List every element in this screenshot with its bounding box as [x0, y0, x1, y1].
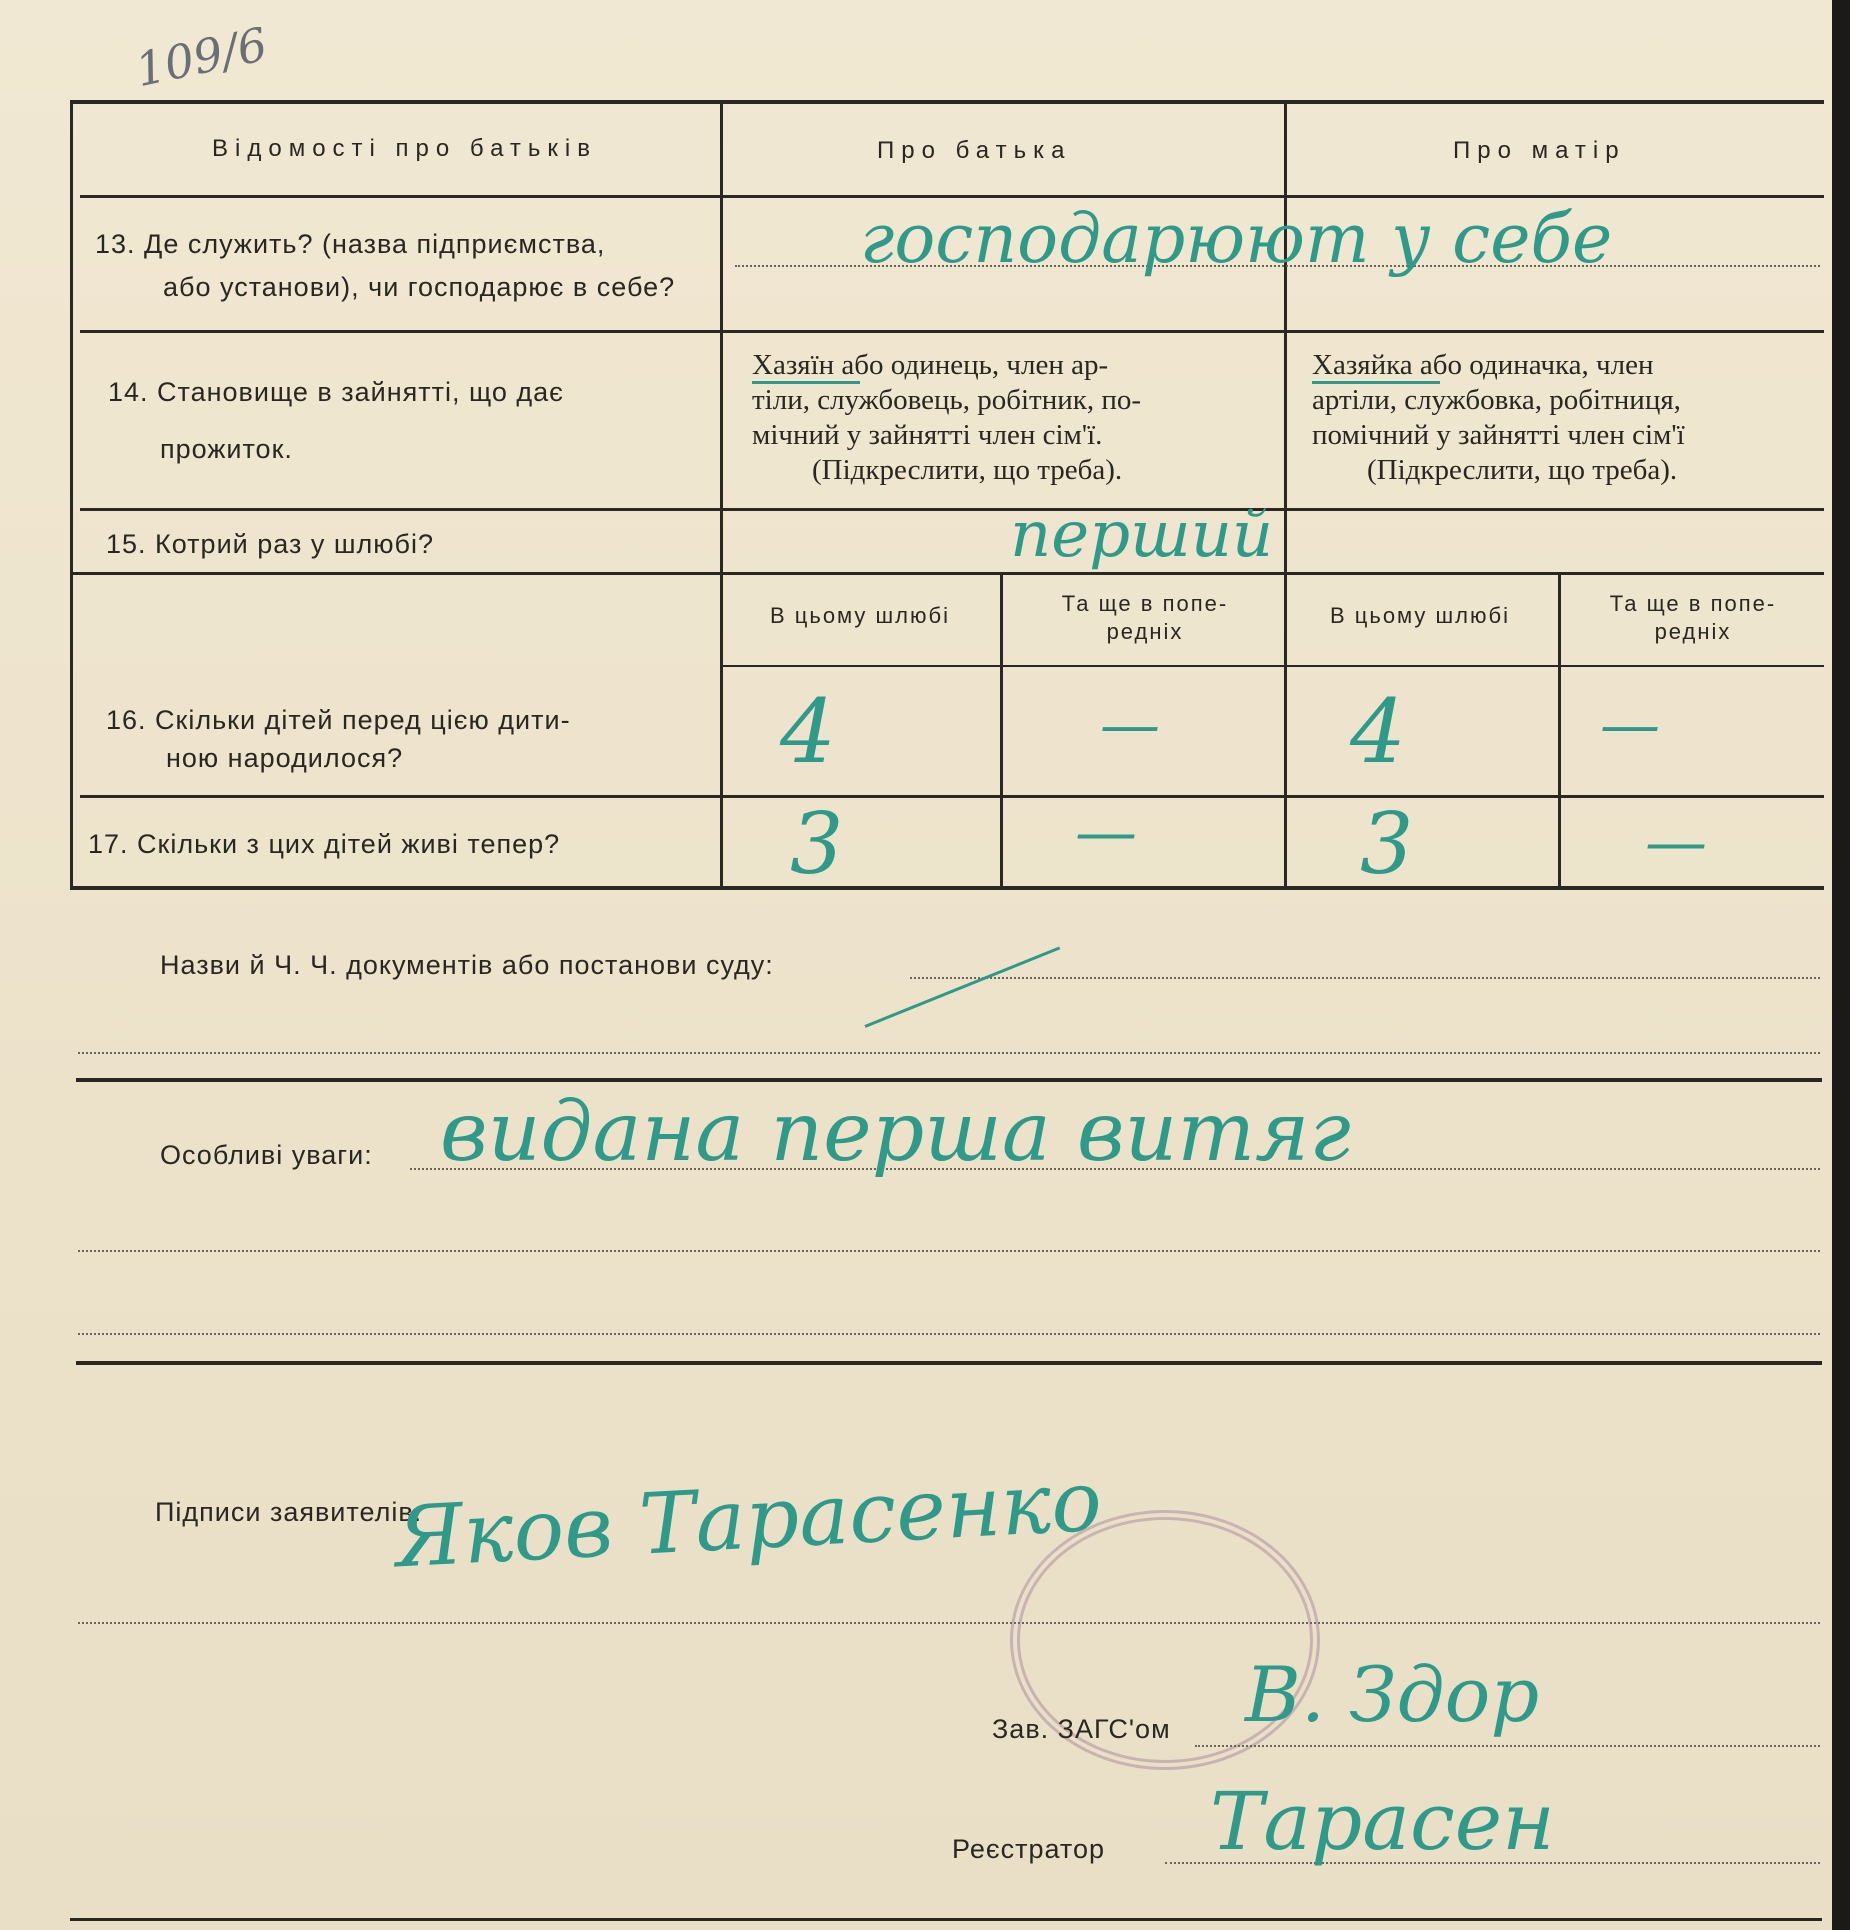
- header-father: Про батька: [877, 137, 1072, 164]
- q14-line2: прожиток.: [160, 434, 293, 464]
- applicants-label: Підписи заявителів:: [155, 1497, 423, 1527]
- mother-option-line: (Підкреслити, що треба).: [1367, 454, 1678, 486]
- head-signature: В. Здор: [1245, 1650, 1540, 1739]
- q16-value-father-this: 4: [780, 680, 836, 783]
- row-divider-13: [80, 330, 1824, 333]
- applicants-dotted-line: [78, 1622, 1820, 1624]
- q17-value-father-prev: —: [1075, 795, 1137, 868]
- documents-section-rule: [76, 1078, 1822, 1082]
- archive-mark: 109/6: [130, 16, 272, 98]
- q16-mother-prev-2: редніх: [1654, 619, 1732, 644]
- q16-father-prev-2: редніх: [1106, 619, 1184, 644]
- torn-edge: [1832, 0, 1850, 1930]
- documents-dotted-line-2: [78, 1052, 1820, 1054]
- father-option-line: Хазяїн або одинець, член ар-: [752, 349, 1109, 381]
- father-option-line: (Підкреслити, що треба).: [812, 454, 1123, 486]
- registrar-signature: Тарасен: [1210, 1775, 1555, 1868]
- col-divider-1: [720, 100, 723, 886]
- mother-option-line: помічний у зайнятті член сім'ї: [1312, 419, 1685, 451]
- q16-line1: 16. Скільки дітей перед цією дити-: [106, 705, 571, 735]
- row-divider-14: [80, 508, 1824, 511]
- documents-label: Назви й Ч. Ч. документів або постанови суду:: [160, 950, 774, 980]
- remarks-label: Особливі уваги:: [160, 1140, 373, 1170]
- row-divider-15: [72, 572, 1824, 575]
- mother-option-line: артіли, службовка, робітниця,: [1312, 384, 1681, 416]
- remarks-dotted-line-3: [78, 1333, 1820, 1335]
- table-top-border: [72, 100, 1824, 104]
- q13-answer: господарюют у себе: [860, 200, 1613, 279]
- q16-father-prev-1: Та ще в попе-: [1061, 591, 1229, 616]
- table-bottom-border: [70, 886, 1824, 890]
- q15-answer: перший: [1010, 498, 1274, 572]
- underline-mother-option: [1312, 381, 1440, 384]
- col-divider-father-sub: [1000, 575, 1003, 886]
- mother-option-line: Хазяйка або одиначка, член: [1312, 349, 1654, 381]
- head-dotted-line: [1195, 1745, 1820, 1747]
- q16-father-this: В цьому шлюбі: [769, 603, 951, 628]
- q14-father-options: [752, 348, 1252, 488]
- q13-line1: 13. Де служить? (назва підприємства,: [95, 229, 606, 259]
- father-option-line: мічний у зайнятті член сім'ї.: [752, 419, 1103, 451]
- q16-mother-this: В цьому шлюбі: [1329, 603, 1511, 628]
- head-label: Зав. ЗАГС'ом: [992, 1714, 1171, 1744]
- remarks-text: видана перша витяг: [440, 1085, 1351, 1180]
- row-divider-16-sub: [722, 665, 1824, 667]
- row-divider-header: [80, 195, 1824, 198]
- q16-value-mother-prev: —: [1600, 690, 1660, 760]
- table-left-border: [70, 100, 73, 890]
- q14-line1: 14. Становище в зайнятті, що дає: [108, 377, 564, 407]
- bottom-rule: [70, 1918, 1822, 1921]
- remarks-section-rule: [76, 1361, 1822, 1365]
- q17-value-mother-this: 3: [1360, 795, 1414, 893]
- q17-label: 17. Скільки з цих дітей живі тепер?: [88, 829, 561, 859]
- q16-mother-prev-1: Та ще в попе-: [1609, 591, 1777, 616]
- q14-mother-options: [1312, 348, 1812, 488]
- applicants-signature: Яков Тарасенко: [392, 1451, 1105, 1587]
- remarks-dotted-line-2: [78, 1250, 1820, 1252]
- father-option-line: тіли, службовець, робітник, по-: [752, 384, 1142, 416]
- col-divider-mother-sub: [1558, 575, 1561, 886]
- header-mother: Про матір: [1453, 137, 1626, 164]
- q16-value-mother-this: 4: [1350, 680, 1406, 783]
- row-divider-16: [80, 795, 1824, 798]
- documents-dotted-line-1: [910, 977, 1820, 979]
- q16-value-father-prev: —: [1100, 690, 1160, 760]
- q15-label: 15. Котрий раз у шлюбі?: [106, 529, 434, 559]
- underline-father-option: [752, 381, 860, 384]
- registrar-label: Реєстратор: [952, 1834, 1106, 1864]
- header-parents-info: Відомості про батьків: [212, 135, 597, 162]
- q17-value-father-this: 3: [790, 795, 844, 893]
- q13-line2: або установи), чи господарює в себе?: [163, 272, 676, 302]
- q17-value-mother-prev: —: [1645, 805, 1707, 878]
- q16-line2: ною народилося?: [166, 743, 404, 773]
